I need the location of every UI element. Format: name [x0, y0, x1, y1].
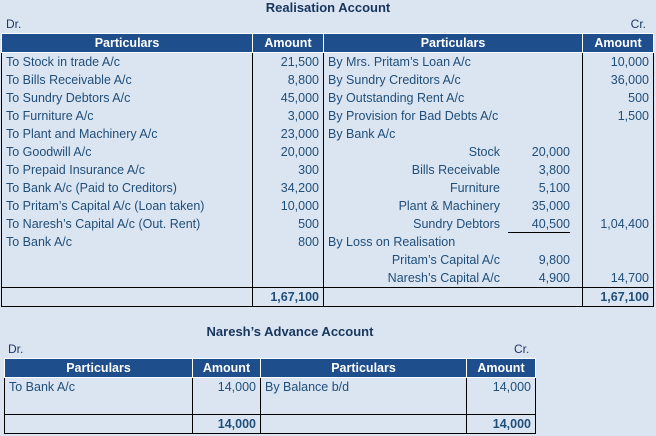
credit-amount: 500	[583, 89, 654, 107]
credit-amount	[583, 143, 654, 161]
naresh-total-label	[261, 415, 467, 434]
loss-label: By Loss on Realisation	[324, 233, 583, 251]
credit-label: By Outstanding Rent A/c	[324, 89, 583, 107]
credit-amount: 36,000	[583, 71, 654, 89]
naresh-debit-label: To Bank A/c	[5, 378, 193, 397]
bank-total: 1,04,400	[583, 215, 654, 233]
debit-label: To Prepaid Insurance A/c	[2, 161, 253, 179]
naresh-credit-amount: 14,000	[467, 378, 536, 397]
naresh-header-particulars-dr: Particulars	[5, 359, 193, 378]
debit-amount	[253, 251, 324, 269]
bank-item	[324, 161, 583, 179]
loss-item	[324, 269, 583, 288]
credit-label: By Bank A/c	[324, 125, 583, 143]
naresh-total-label	[5, 415, 193, 434]
naresh-total-credit: 14,000	[467, 415, 536, 434]
debit-label: To Furniture A/c	[2, 107, 253, 125]
debit-label	[2, 269, 253, 288]
total-debit: 1,67,100	[253, 288, 324, 307]
debit-label: To Stock in trade A/c	[2, 53, 253, 72]
realisation-dr: Dr.	[6, 17, 22, 31]
naresh-header-amount-cr: Amount	[467, 359, 536, 378]
debit-amount: 23,000	[253, 125, 324, 143]
naresh-header-amount-dr: Amount	[193, 359, 261, 378]
debit-amount: 45,000	[253, 89, 324, 107]
naresh-title: Naresh’s Advance Account	[206, 324, 374, 339]
credit-amount: 1,500	[583, 107, 654, 125]
credit-amount	[583, 179, 654, 197]
naresh-spacer	[193, 396, 261, 415]
naresh-dr: Dr.	[8, 342, 24, 356]
bank-item-label: Sundry Debtors	[413, 217, 500, 231]
credit-label: By Provision for Bad Debts A/c	[324, 107, 583, 125]
bank-item-value: 3,800	[538, 163, 570, 177]
debit-amount: 300	[253, 161, 324, 179]
total-label	[2, 288, 253, 307]
bank-item-label: Bills Receivable	[411, 163, 500, 177]
header-amount-cr: Amount	[583, 34, 654, 53]
naresh-debit-amount: 14,000	[193, 378, 261, 397]
debit-amount	[253, 269, 324, 288]
credit-label: By Mrs. Pritam’s Loan A/c	[324, 53, 583, 72]
loss-item-label: Pritam’s Capital A/c	[391, 253, 500, 267]
bank-item-value: 5,100	[538, 181, 570, 195]
naresh-total-debit: 14,000	[193, 415, 261, 434]
naresh-table	[4, 358, 536, 434]
bank-item	[324, 179, 583, 197]
naresh-cr: Cr.	[514, 342, 530, 356]
credit-amount	[583, 125, 654, 143]
bank-item-value: 20,000	[531, 145, 570, 159]
debit-label: To Goodwill A/c	[2, 143, 253, 161]
debit-label: To Pritam’s Capital A/c (Loan taken)	[2, 197, 253, 215]
debit-amount: 3,000	[253, 107, 324, 125]
loss-total: 14,700	[583, 269, 654, 288]
debit-label	[2, 251, 253, 269]
bank-item-label: Furniture	[449, 181, 500, 195]
debit-label: To Bills Receivable A/c	[2, 71, 253, 89]
realisation-title: Realisation Account	[265, 0, 391, 15]
header-amount-dr: Amount	[253, 34, 324, 53]
loss-item	[324, 251, 583, 269]
credit-amount	[583, 197, 654, 215]
debit-label: To Bank A/c	[2, 233, 253, 251]
bank-item	[324, 197, 583, 215]
debit-amount: 10,000	[253, 197, 324, 215]
debit-label: To Bank A/c (Paid to Creditors)	[2, 179, 253, 197]
realisation-table	[1, 33, 654, 307]
debit-amount: 21,500	[253, 53, 324, 72]
debit-amount: 800	[253, 233, 324, 251]
debit-amount: 34,200	[253, 179, 324, 197]
bank-item	[324, 143, 583, 161]
debit-label: To Sundry Debtors A/c	[2, 89, 253, 107]
bank-item-value: 35,000	[531, 199, 570, 213]
loss-item-value: 9,800	[538, 253, 570, 267]
credit-amount	[583, 233, 654, 251]
bank-item-label: Stock	[468, 145, 500, 159]
header-particulars-cr: Particulars	[324, 34, 583, 53]
naresh-spacer	[261, 396, 467, 415]
total-label	[324, 288, 583, 307]
loss-item-label: Naresh’s Capital A/c	[387, 271, 500, 285]
debit-label: To Plant and Machinery A/c	[2, 125, 253, 143]
credit-label: By Sundry Creditors A/c	[324, 71, 583, 89]
credit-amount	[583, 161, 654, 179]
debit-amount: 20,000	[253, 143, 324, 161]
debit-label: To Naresh’s Capital A/c (Out. Rent)	[2, 215, 253, 233]
naresh-spacer	[467, 396, 536, 415]
naresh-credit-label: By Balance b/d	[261, 378, 467, 397]
realisation-cr: Cr.	[630, 17, 646, 31]
loss-item-value: 4,900	[538, 271, 570, 285]
header-particulars-dr: Particulars	[2, 34, 253, 53]
credit-amount	[583, 251, 654, 269]
bank-item-value: 40,500	[508, 216, 570, 233]
total-credit: 1,67,100	[583, 288, 654, 307]
bank-item	[324, 215, 583, 233]
naresh-spacer	[5, 396, 193, 415]
debit-amount: 8,800	[253, 71, 324, 89]
credit-amount: 10,000	[583, 53, 654, 72]
bank-item-label: Plant & Machinery	[398, 199, 500, 213]
naresh-header-particulars-cr: Particulars	[261, 359, 467, 378]
debit-amount: 500	[253, 215, 324, 233]
